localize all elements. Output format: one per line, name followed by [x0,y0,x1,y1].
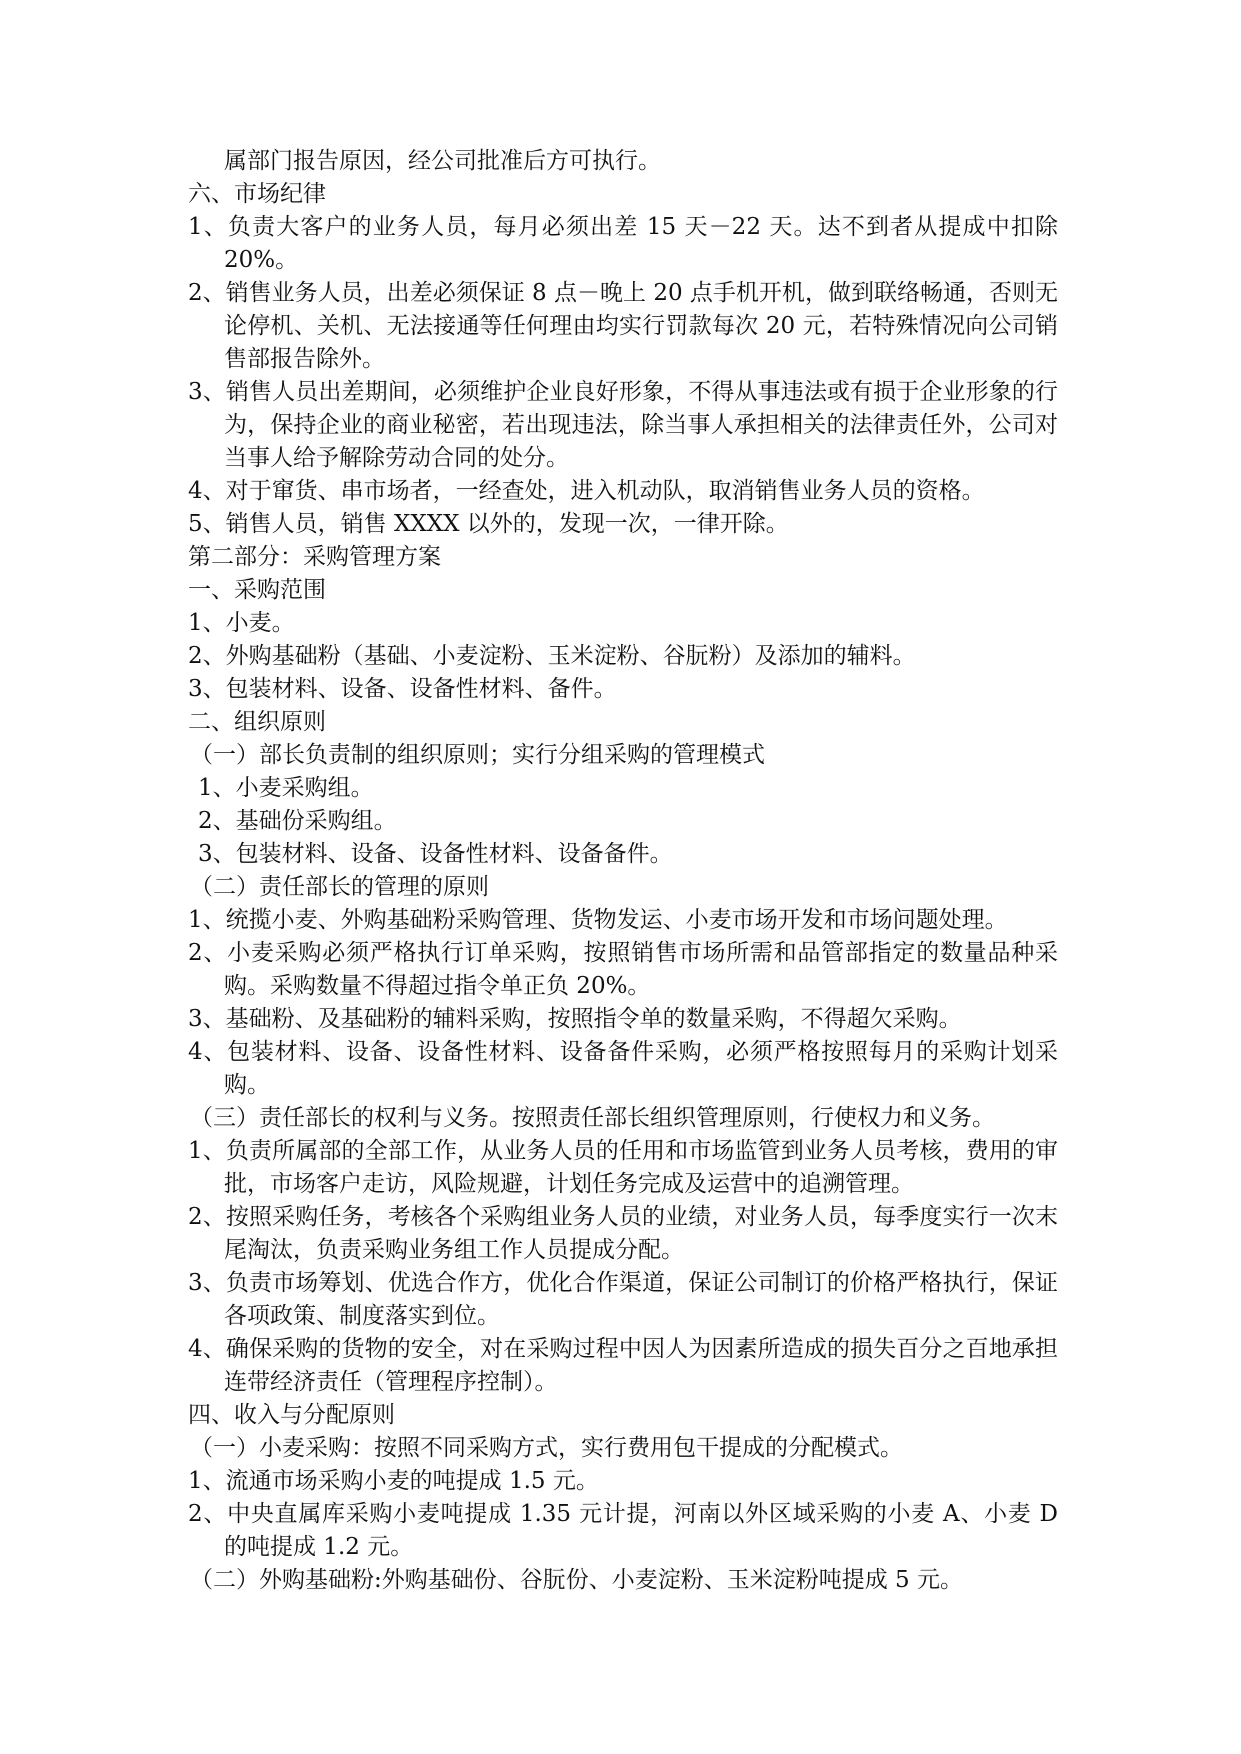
list-item: 1、小麦。 [188,610,295,636]
list-item: 2、中央直属库采购小麦吨提成 1.35 元计提，河南以外区域采购的小麦 A、小麦 D 的吨提成 1.2 元。 [188,1501,1058,1560]
part-heading: 第二部分：采购管理方案 [188,544,441,570]
list-item: 1、负责大客户的业务人员，每月必须出差 15 天－22 天。达不到者从提成中扣除 20%。 [188,214,1058,273]
list-item: 3、基础粉、及基础粉的辅料采购，按照指令单的数量采购，不得超欠采购。 [188,1006,962,1032]
list-item: 2、按照采购任务，考核各个采购组业务人员的业绩，对业务人员，每季度实行一次末尾淘汰，负责采购业务组工作人员提成分配。 [188,1204,1058,1263]
list-item: 1、统揽小麦、外购基础粉采购管理、货物发运、小麦市场开发和市场问题处理。 [188,907,1008,933]
list-item: 4、包装材料、设备、设备性材料、设备备件采购，必须严格按照每月的采购计划采购。 [188,1039,1058,1098]
list-item: 5、销售人员，销售 XXXX 以外的，发现一次，一律开除。 [188,511,789,537]
list-item: 3、包装材料、设备、设备性材料、备件。 [188,676,617,702]
subsection-heading: （一）小麦采购：按照不同采购方式，实行费用包干提成的分配模式。 [190,1435,903,1461]
list-item: 2、外购基础粉（基础、小麦淀粉、玉米淀粉、谷朊粉）及添加的辅料。 [188,643,916,669]
subsection-heading: （三）责任部长的权利与义务。按照责任部长组织管理原则，行使权力和义务。 [190,1105,995,1131]
list-item: 3、包装材料、设备、设备性材料、设备备件。 [198,841,673,867]
section-heading-market-discipline: 六、市场纪律 [188,181,326,207]
paragraph-continuation: 属部门报告原因，经公司批准后方可执行。 [224,148,661,174]
document-page [188,145,1058,1597]
subsection-heading: （二）责任部长的管理的原则 [190,874,489,900]
section-heading-purchase-scope: 一、采购范围 [188,577,326,603]
section-heading-organization: 二、组织原则 [188,709,326,735]
list-item: 1、小麦采购组。 [198,775,374,801]
subsection-heading: （二）外购基础粉:外购基础份、谷朊份、小麦淀粉、玉米淀粉吨提成 5 元。 [190,1567,964,1593]
section-heading-income: 四、收入与分配原则 [188,1402,395,1428]
list-item: 3、负责市场筹划、优选合作方，优化合作渠道，保证公司制订的价格严格执行，保证各项政策、制度落实到位。 [188,1270,1058,1329]
subsection-heading: （一）部长负责制的组织原则；实行分组采购的管理模式 [190,742,765,768]
list-item: 3、销售人员出差期间，必须维护企业良好形象，不得从事违法或有损于企业形象的行为，保持企业的商业秘密，若出现违法，除当事人承担相关的法律责任外，公司对当事人给予解除劳动合同的处分。 [188,379,1058,471]
list-item: 1、负责所属部的全部工作，从业务人员的任用和市场监管到业务人员考核，费用的审批，市场客户走访，风险规避，计划任务完成及运营中的追溯管理。 [188,1138,1058,1197]
list-item: 4、对于窜货、串市场者，一经查处，进入机动队，取消销售业务人员的资格。 [188,478,985,504]
list-item: 2、小麦采购必须严格执行订单采购，按照销售市场所需和品管部指定的数量品种采购。采购数量不得超过指令单正负 20%。 [188,940,1058,999]
list-item: 1、流通市场采购小麦的吨提成 1.5 元。 [188,1468,599,1494]
list-item: 2、基础份采购组。 [198,808,397,834]
list-item: 2、销售业务人员，出差必须保证 8 点－晚上 20 点手机开机，做到联络畅通，否则无论停机、关机、无法接通等任何理由均实行罚款每次 20 元，若特殊情况向公司销售部报告除外。 [188,280,1058,372]
list-item: 4、确保采购的货物的安全，对在采购过程中因人为因素所造成的损失百分之百地承担连带经济责任（管理程序控制）。 [188,1336,1058,1395]
